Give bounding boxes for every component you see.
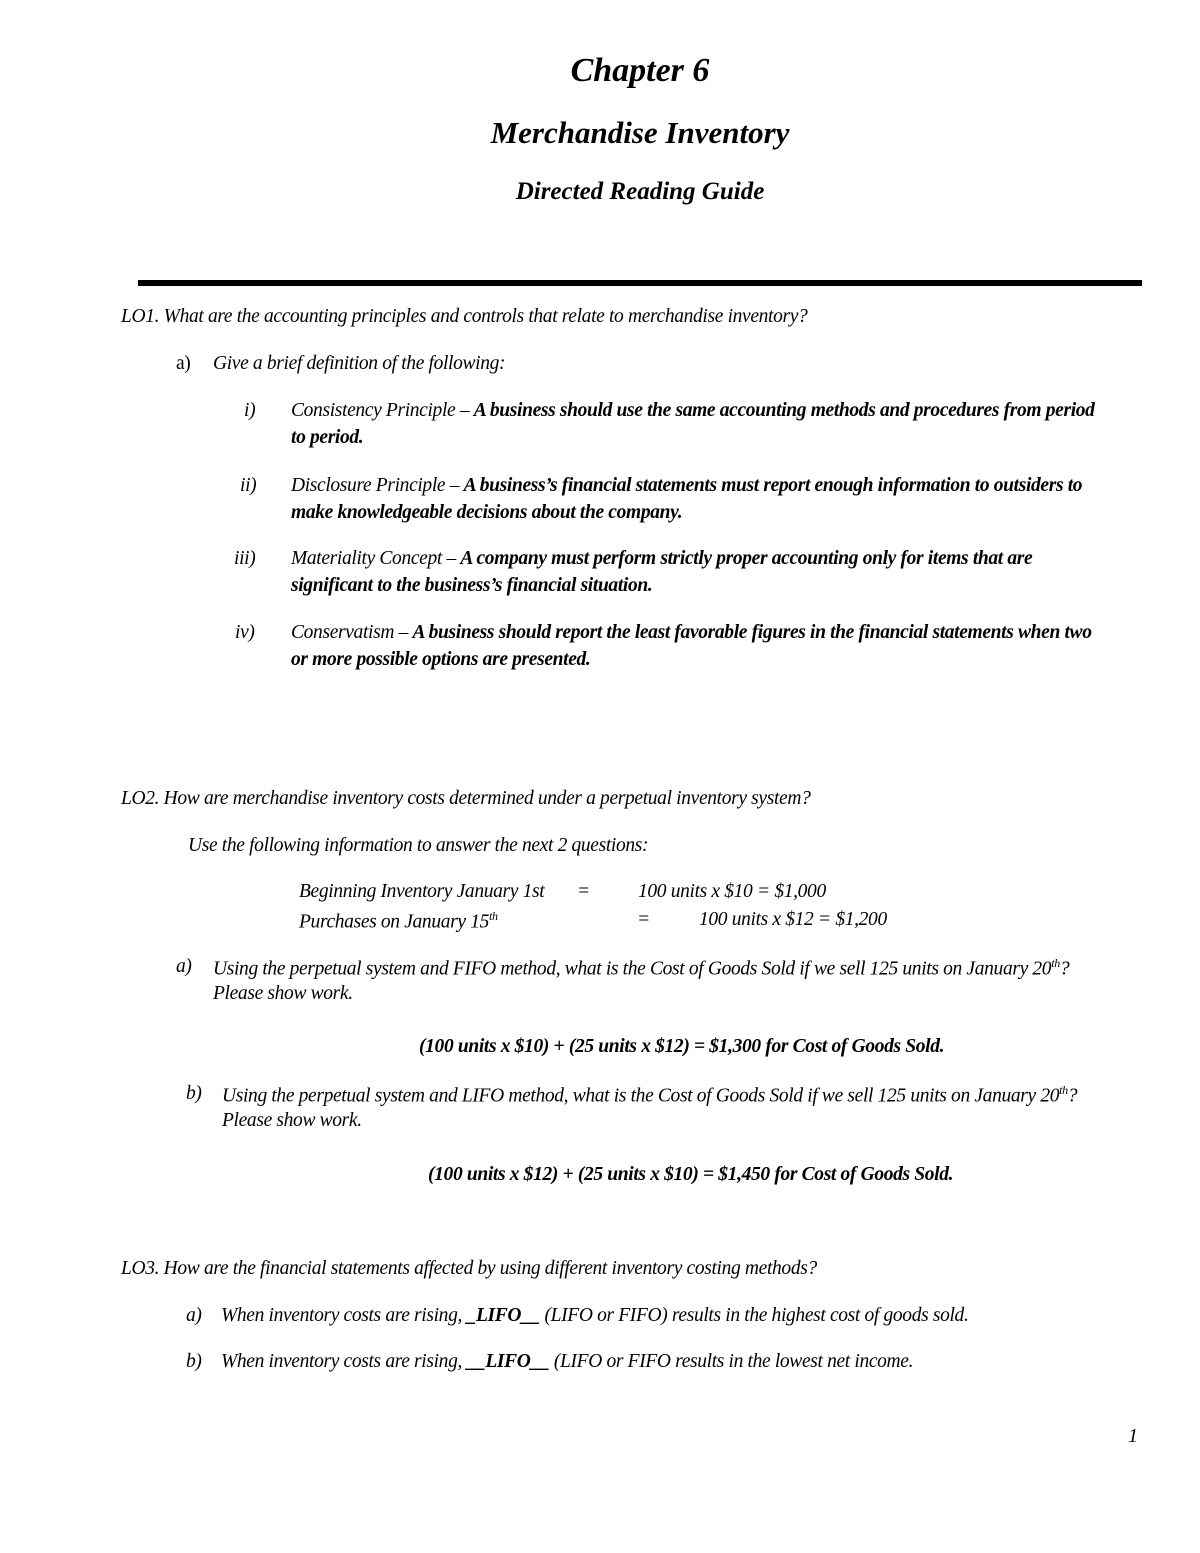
lo3-question: LO3. How are the financial statements affected by using different inventory costing methods? [121, 1258, 817, 1279]
item-line-2: or more possible options are presented. [291, 649, 591, 670]
subject-title: Merchandise Inventory [490, 115, 790, 150]
question-line-2: Please show work. [222, 1110, 362, 1131]
question-line-1: Using the perpetual system and LIFO method, what is the Cost of Goods Sold if we sell 125 units on January 20th? [222, 1083, 1078, 1107]
lo1-a-prompt: Give a brief definition of the following: [213, 353, 506, 374]
inventory-equals: = [637, 909, 650, 930]
answer-blank: __LIFO__ [466, 1351, 550, 1372]
item-definition: A company must perform strictly proper accounting only for items that are [460, 548, 1033, 569]
item-line-1 [291, 400, 1095, 422]
inventory-label: Beginning Inventory January 1st [299, 881, 545, 902]
page-number: 1 [1128, 1425, 1138, 1447]
item-number: ii) [240, 475, 257, 496]
item-term: Disclosure Principle – [291, 475, 464, 496]
item-definition: A business’s financial statements must report enough information to outsiders to [463, 475, 1083, 496]
question-line-1: Using the perpetual system and FIFO method, what is the Cost of Goods Sold if we sell 125 units on January 20th? [213, 956, 1070, 980]
item-number: i) [244, 400, 256, 421]
item-line-1 [291, 622, 1092, 644]
item-line-2: to period. [291, 427, 364, 448]
item-definition: A business should use the same accounting methods and procedures from period [473, 400, 1095, 421]
item-term: Materiality Concept – [291, 548, 461, 569]
lo1-a-label: a) [176, 353, 191, 374]
header-divider [138, 280, 1142, 286]
item-term: Conservatism – [291, 622, 413, 643]
inventory-value: 100 units x $10 = $1,000 [638, 881, 826, 902]
question-label: a) [176, 956, 192, 977]
item-number: iv) [235, 622, 255, 643]
chapter-title: Chapter 6 [570, 52, 710, 89]
lo1-question: LO1. What are the accounting principles and controls that relate to merchandise inventory? [121, 306, 808, 327]
inventory-equals: = [577, 881, 590, 902]
lo2-intro: Use the following information to answer the next 2 questions: [188, 835, 649, 856]
guide-title: Directed Reading Guide [515, 178, 765, 205]
lo2-question: LO2. How are merchandise inventory costs determined under a perpetual inventory system? [121, 788, 811, 809]
item-line-1 [291, 475, 1082, 497]
question-label: b) [186, 1083, 202, 1104]
item-number: iii) [234, 548, 256, 569]
question-text: When inventory costs are rising, __LIFO__ (LIFO or FIFO results in the lowest net income. [221, 1351, 914, 1372]
answer-blank: _LIFO__ [466, 1305, 540, 1326]
fifo-answer: (100 units x $10) + (25 units x $12) = $1,300 for Cost of Goods Sold. [419, 1036, 945, 1057]
lifo-answer: (100 units x $12) + (25 units x $10) = $1,450 for Cost of Goods Sold. [428, 1164, 954, 1185]
question-label: a) [186, 1305, 202, 1326]
blank-answer: LIFO [475, 1305, 522, 1326]
question-text: When inventory costs are rising, _LIFO__ (LIFO or FIFO) results in the highest cost of goods sold. [221, 1305, 969, 1326]
question-line-2: Please show work. [213, 983, 353, 1004]
item-line-2: significant to the business’s financial situation. [291, 575, 653, 596]
item-definition: A business should report the least favorable figures in the financial statements when two [412, 622, 1092, 643]
item-line-1 [291, 548, 1032, 570]
inventory-value: 100 units x $12 = $1,200 [699, 909, 887, 930]
item-line-2: make knowledgeable decisions about the company. [291, 502, 683, 523]
item-term: Consistency Principle – [291, 400, 474, 421]
question-label: b) [186, 1351, 202, 1372]
blank-answer: LIFO [485, 1351, 531, 1372]
inventory-label: Purchases on January 15th [299, 909, 498, 933]
